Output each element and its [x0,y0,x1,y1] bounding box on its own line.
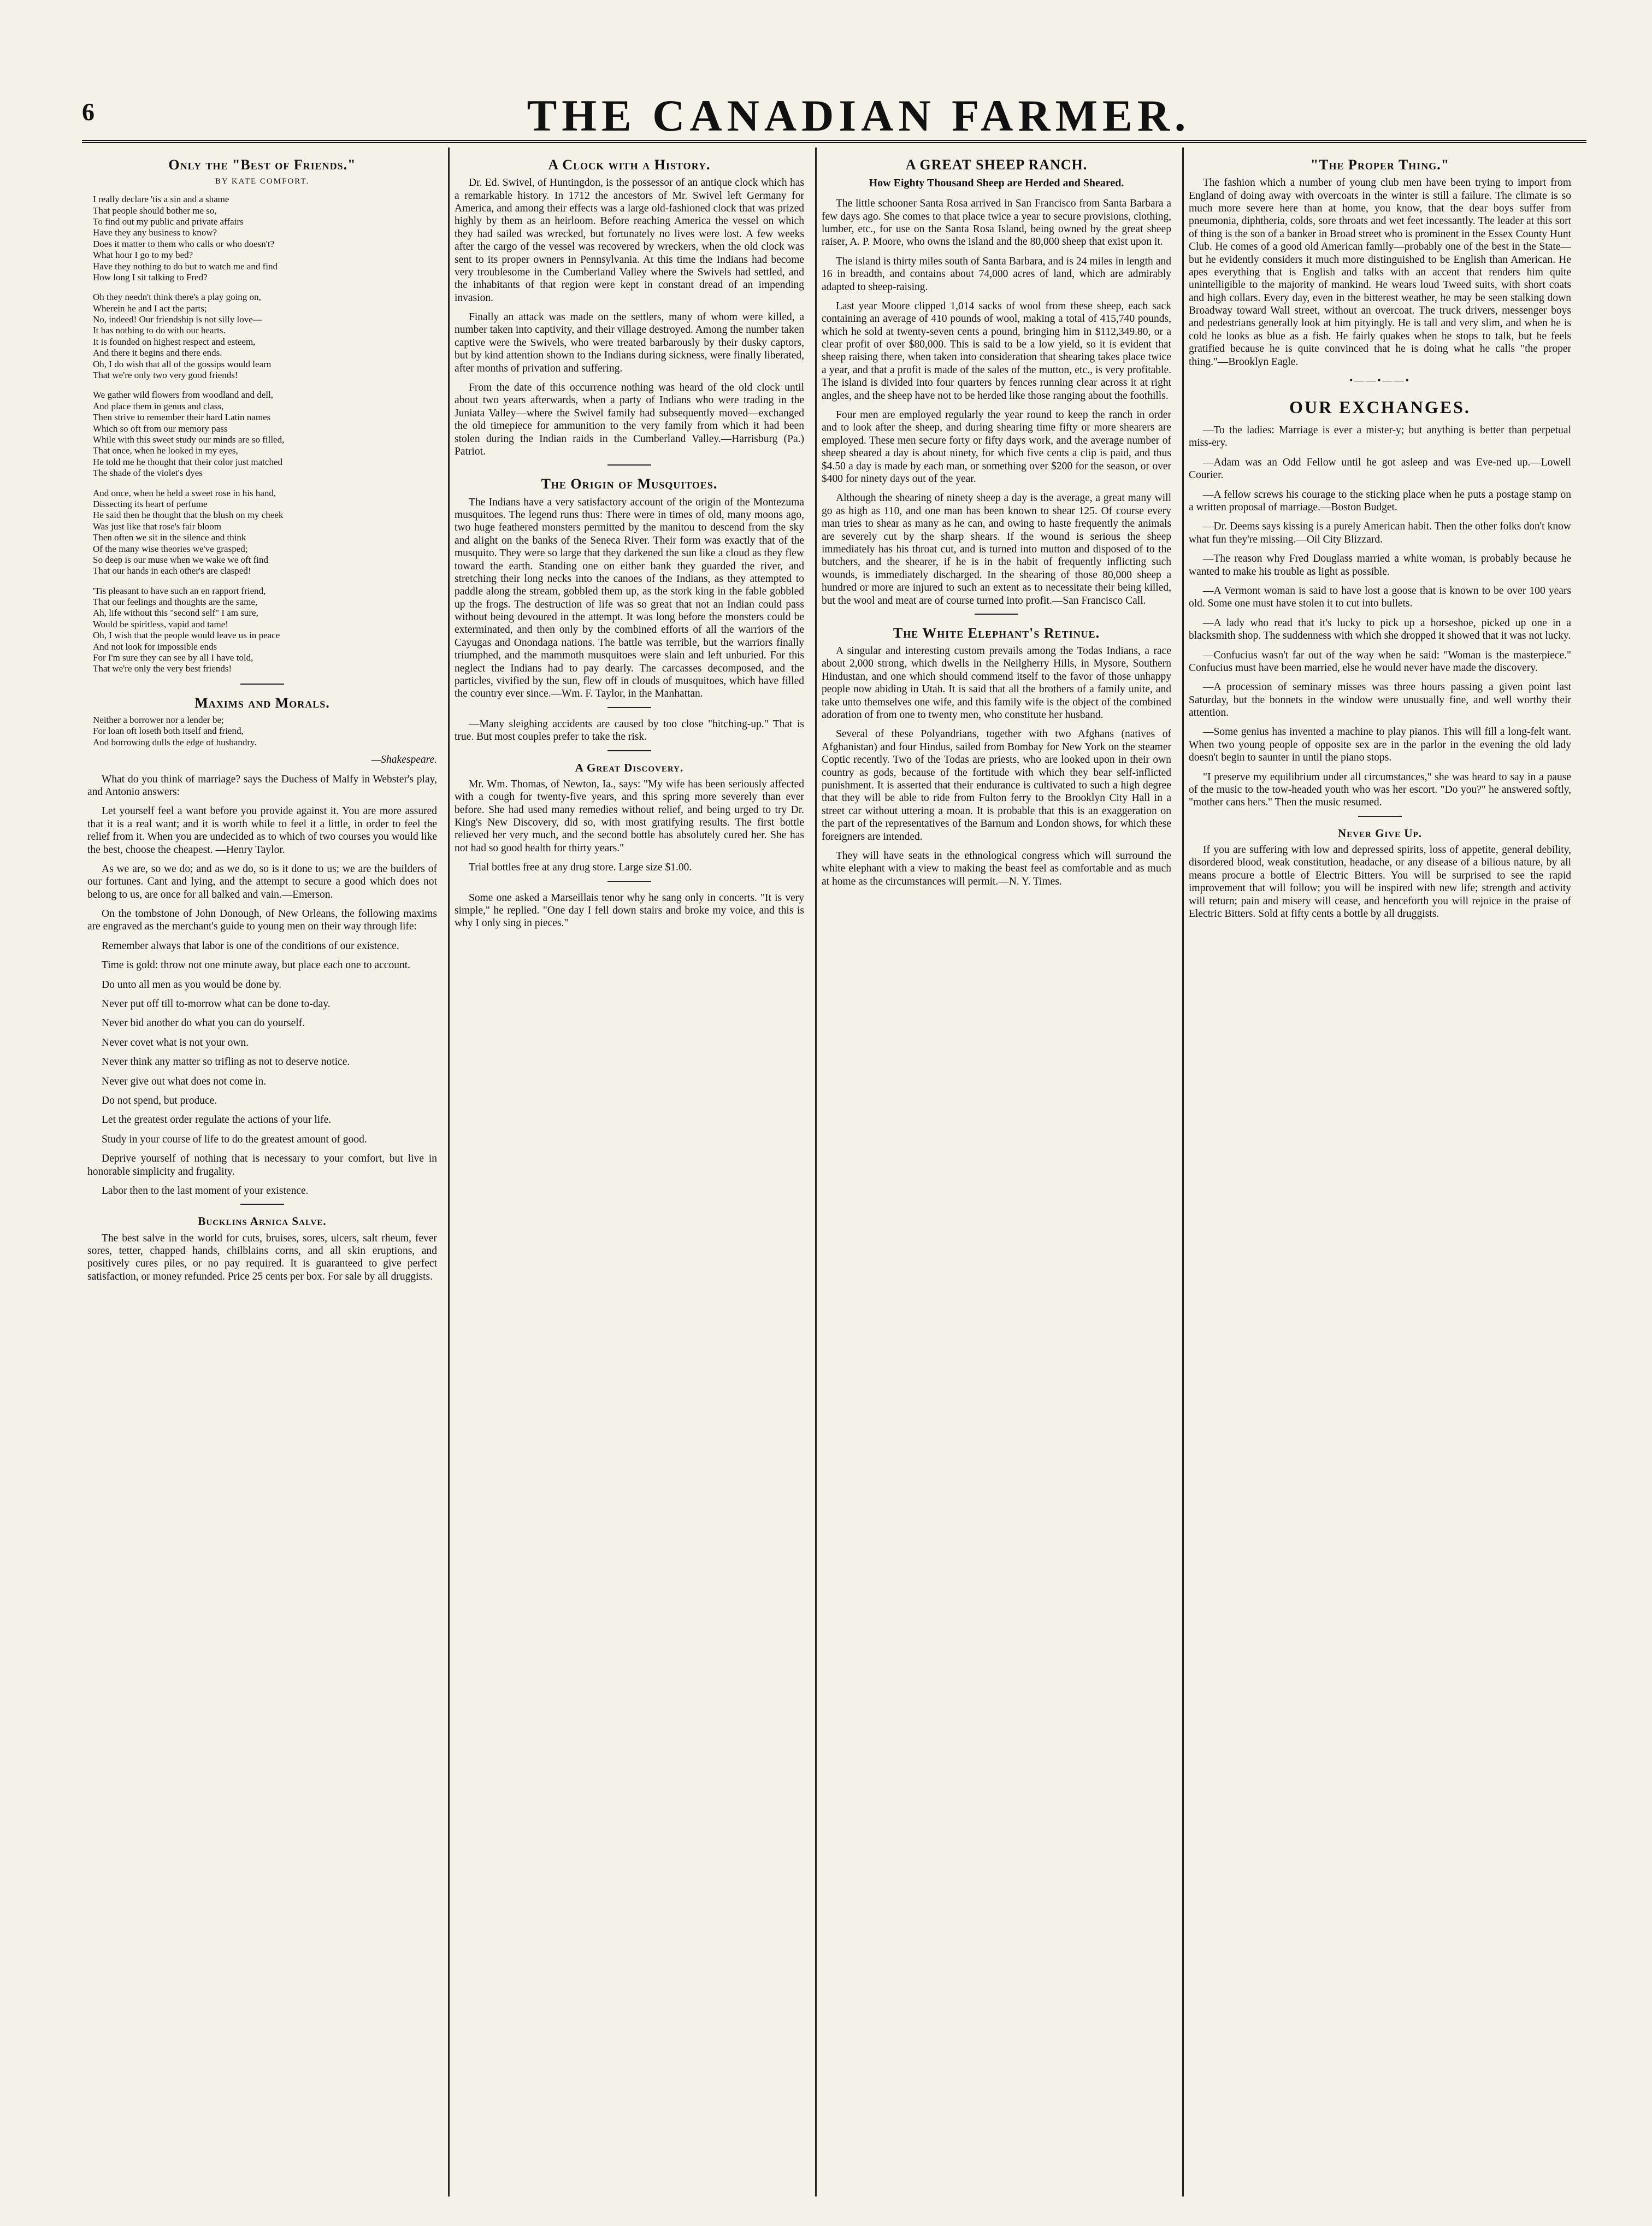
separator [240,684,284,685]
column-2 [455,153,804,2196]
maxims-paragraph: Never bid another do what you can do yourself. [102,1017,305,1029]
poem-byline: BY KATE COMFORT. [215,177,310,186]
discovery-text: Mr. Wm. Thomas, of Newton, Ia., says: "My wife has been seriously affected with a cough for twenty-five years, and this spring more severely than ever before. She had used many remedies without relief, and being urged to try Dr. King's New Discovery, did so, with most gratifying results. The first bottle relieved her very much, and the second bottle has absolutely cured her. She has not had so good health for thirty years." [455,778,804,854]
musquitoes-title: The Origin of Musquitoes. [541,476,718,492]
musquitoes-text: The Indians have a very satisfactory account of the origin of the Montezuma musquitoes. The legend runs thus: There were in times of old, many moons ago, two huge feathered monsters permitted by the manitou to descend from the sky and alight on the banks of the Seneca River. Their form was exactly that of the musquito. They were so large that they darkened the sun like a cloud as they flew toward the earth. Standing one on either bank they guarded the river, and stretching their long necks into the canoes of the Indians, as they attempted to paddle along the stream, gobbled them up, as the stork king in the fable gobbled up the frogs. The destruction of life was so great that not an Indian could pass without being devoured in the attempt. It was long before the monsters could be exterminated, and then only by the combined efforts of all the warriors of the Cayugas and Onondaga nations. The battle was terrible, but the warriors finally triumphed, and the mammoth musquitoes were slain and left unburied. For this neglect the Indians had to pay dearly. The carcasses decomposed, and the particles, vivified by the sun, flew off in clouds of musquitoes, which have filled the country ever since.—Wm. F. Taylor, in the Manhattan. [455,496,804,700]
maxims-paragraph: Never put off till to-morrow what can be done to-day. [102,998,331,1010]
maxims-paragraph: What do you think of marriage? says the Duchess of Malfy in Webster's play, and Antonio answers: [87,773,437,798]
exchange-item: —Adam was an Odd Fellow until he got asleep and was Eve-ned up.—Lowell Courier. [1189,456,1571,481]
poem-stanza: 'Tis pleasant to have such an en rapport friend, That our feelings and thoughts are the same, Ah, life without this "second self" I am sure, Would be spiritless, vapid and tame! Oh, I wish that the people would leave us in peace And not look for impossible ends For I'm sure they can see by all I have told, That we're only the very best friends! [93,585,280,674]
separator [607,881,651,882]
tenor-anecdote: Some one asked a Marseillais tenor why he sang only in concerts. "It is very simple," he replied. "One day I fell down stairs and broke my voice, and this is why I only sing in pieces." [455,892,804,929]
poem-stanza: Oh they needn't think there's a play going on, Wherein he and I act the parts; No, indeed! Our friendship is not silly love— It has nothing to do with our hearts. It is founded on highest respect and esteem, And there it begins and there ends. Oh, I do wish that all of the gossips would learn That we're only two very good friends! [93,292,272,381]
elephant-paragraph: Several of these Polyandrians, together with two Afghans (natives of Afghanistan) and four Hindus, sailed from Bombay for New York on the steamer Coptic recently. Two of the Todas are priests, who are looked upon in their own country as gods, because of the fortitude with which they bear self-inflicted punishment. It is asserted that their endurance is cultivated to such a high degree that they will be able to ride from Fulton ferry to the Brooklyn City Hall in a street car without uttering a moan. It is probable that this is an exaggeration on the part of the representatives of the Barnum and London shows, for which these foreigners are intended. [822,728,1171,843]
clock-paragraph: From the date of this occurrence nothing was heard of the old clock until about two years afterwards, when a party of Indians who were trading in the Juniata Valley—where the Swivel family had subsequently moved—exchanged the old timepiece for ammunition to the very family from which it had been stolen during the Indian raids in the Cumberland Valley.—Harrisburg (Pa.) Patriot. [455,382,804,457]
exchange-item: —A lady who read that it's lucky to pick up a horseshoe, picked up one in a blacksmith shop. The suddenness with which she dropped it showed that it was not lucky. [1189,617,1571,642]
maxims-quote: Neither a borrower nor a lender be; For loan oft loseth both itself and friend, And borrowing dulls the edge of husbandry. [93,715,257,747]
maxims-paragraph: Never covet what is not your own. [102,1037,249,1049]
elephant-title: The White Elephant's Retinue. [893,625,1100,641]
separator [1358,816,1402,817]
masthead-rule [82,140,1586,143]
sleighing-note: —Many sleighing accidents are caused by too close "hitching-up." That is true. But most couples prefer to take the risk. [455,718,804,743]
poem-stanza: I really declare 'tis a sin and a shame That people should bother me so, To find out my public and private affairs Have they any business to know? Does it matter to them who calls or who doesn't? What hour I go to my bed? Have they nothing to do but to watch me and find How long I sit talking to Fred? [93,194,278,282]
sheep-subtitle: How Eighty Thousand Sheep are Herded and Sheared. [869,177,1124,190]
sheep-title: A GREAT SHEEP RANCH. [905,157,1088,173]
poem-stanza: And once, when he held a sweet rose in his hand, Dissecting its heart of perfume He said then he thought that the blush on my cheek Was just like that rose's fair bloom Then often we sit in the silence and think Of the many wise theories we've grasped; So deep is our muse when we wake we oft find That our hands in each other's are clasped! [93,487,284,576]
clock-title: A Clock with a History. [548,157,711,173]
exchange-item: —Some genius has invented a machine to play pianos. This will fill a long-felt want. When two young people of opposite sex are in the parlor in the evening the old lady doesn't begin to saunter in until the piano stops. [1189,726,1571,764]
maxims-paragraph: Never think any matter so trifling as not to deserve notice. [102,1056,350,1068]
exchange-item: —To the ladies: Marriage is ever a mister-y; but anything is better than perpetual miss-ery. [1189,425,1571,449]
sheep-paragraph: The island is thirty miles south of Santa Barbara, and is 24 miles in length and 16 in breadth, and contains about 74,000 acres of land, which are admirably adapted to sheep-raising. [822,255,1171,293]
column-divider [815,148,817,2196]
separator [607,750,651,751]
exchange-item: —A procession of seminary misses was three hours passing a given point last Saturday, but the bonnets in the window were unusually fine, and well worthy their attention. [1189,681,1571,719]
exchange-item: —The reason why Fred Douglass married a white woman, is probably because he wanted to make his trouble as light as possible. [1189,553,1571,578]
clock-paragraph: Finally an attack was made on the settlers, many of whom were killed, a number taken into captivity, and their village destroyed. Among the number taken captive were the Swivels, who were treated barbarously by their dusky captors, but by kind attention shown to the Indians during sickness, were finally liberated, after months of privation and suffering. [455,311,804,374]
never-give-up-title: Never Give Up. [1338,826,1422,840]
maxims-paragraph: Never give out what does not come in. [102,1075,267,1087]
column-divider [448,148,450,2196]
clock-paragraph: Dr. Ed. Swivel, of Huntingdon, is the possessor of an antique clock which has a remarkable history. In 1712 the ancestors of Mr. Swivel left Germany for America, and among their effects was a large old-fashioned clock that was prized highly by them as an heirloom. Before reaching America the vessel on which they had sailed was wrecked, but fortunately no lives were lost. A few weeks after the cargo of the vessel was recovered by wreckers, when the old clock was sent to its proper owners in Pennsylvania. At this time the Indians had become very troublesome in the Cumberland Valley where the Swivels had settled, and the inhabitants of that region were kept in constant dread of an impending invasion. [455,177,804,304]
poem-title: Only the "Best of Friends." [168,157,356,173]
never-give-up-text: If you are suffering with low and depressed spirits, loss of appetite, general debility, disordered blood, weak constitution, headache, or any disease of a bilious nature, by all means procure a bottle of Electric Bitters. You will be surprised to see the rapid improvement that will follow; you will be inspired with new life; strength and activity will return; pain and misery will cease, and henceforth you will rejoice in the praise of Electric Bitters. Sold at fifty cents a bottle by all druggists. [1189,844,1571,920]
separator [975,614,1018,615]
exchange-item: "I preserve my equilibrium under all circumstances," she was heard to say in a pause of the music to the tow-headed youth who was her escort. "Do you?" he answered softly, "mother cans hers." Then the music resumed. [1189,771,1571,809]
maxims-quote-attribution: —Shakespeare. [371,754,437,766]
maxims-paragraph: Let yourself feel a want before you provide against it. You are more assured that it is a real want; and it is worth while to feel it a little, in order to feel the relief from it. When you are undecided as to which of two courses you would like the best, choose the cheapest. —Henry Taylor. [87,805,437,856]
arnica-text: The best salve in the world for cuts, bruises, sores, ulcers, salt rheum, fever sores, tetter, chapped hands, chilblains corns, and all skin eruptions, and positively cures piles, or no pay required. It is guaranteed to give perfect satisfaction, or money refunded. Price 25 cents per box. For sale by all druggists. [87,1232,437,1282]
sheep-paragraph: The little schooner Santa Rosa arrived in San Francisco from Santa Barbara a few days ago. She comes to that place twice a year to secure provisions, clothing, lumber, etc., for use on the Santa Rosa Island, being owned by the great sheep raiser, A. P. Moore, who owns the island and the 80,000 sheep that exist upon it. [822,198,1171,248]
maxims-paragraph: Let the greatest order regulate the actions of your life. [102,1114,332,1126]
exchange-item: —Confucius wasn't far out of the way when he said: "Woman is the masterpiece." Confucius must have been married, else he would never have made the discovery. [1189,649,1571,674]
separator [240,1204,284,1205]
arnica-title: Bucklins Arnica Salve. [198,1215,327,1228]
maxims-paragraph: Time is gold: throw not one minute away, but place each one to account. [102,959,411,971]
exchanges-title: OUR EXCHANGES. [1289,397,1471,417]
maxims-paragraph: Do not spend, but produce. [102,1094,217,1106]
elephant-paragraph: They will have seats in the ethnological congress which will surround the white elephant with a view to making the beast feel as comfortable and as much at home as the circumstances will permit.—N. Y. Times. [822,850,1171,887]
sheep-paragraph: Although the shearing of ninety sheep a day is the average, a great many will go as high as 110, and one man has been known to shear 125. Of course every man tries to shear as many as he can, and owing to haste frequently the animals are severely cut by the sharp shears. If the wound is serious the sheep immediately has his throat cut, and is turned into mutton and disposed of to the butchers, and the shearer, if he is in the habit of frequently inflicting such wounds, is immediately discharged. In the shearing of those 80,000 sheep a hundred or more are injured to such an extent as to necessitate their being killed, but the wool and meat are of course turned into profit.—San Francisco Call. [822,492,1171,606]
exchange-item: —A fellow screws his courage to the sticking place when he puts a postage stamp on a written proposal of marriage.—Boston Budget. [1189,488,1571,513]
separator [607,464,651,466]
column-divider [1182,148,1184,2196]
column-3 [822,153,1171,2196]
discovery-trial: Trial bottles free at any drug store. Large size $1.00. [469,862,692,874]
separator [607,707,651,708]
sheep-paragraph: Four men are employed regularly the year round to keep the ranch in order and to look after the sheep, and during shearing time fifty or more shearers are employed. These men secure forty or fifty days work, and the average number of sheep sheared a day is about ninety, for which five cents a clip is paid, and thus $4.50 a day is made by each man, or something over $200 for the season, or over $400 for ninety days out of the year. [822,409,1171,485]
maxims-paragraph: Do unto all men as you would be done by. [102,979,282,991]
masthead: THE CANADIAN FARMER. [527,91,1191,140]
maxims-paragraph: Labor then to the last moment of your existence. [102,1185,309,1197]
maxims-paragraph: Remember always that labor is one of the conditions of our existence. [102,940,399,952]
ornament: •——•——• [1349,375,1411,386]
maxims-paragraph: Study in your course of life to do the greatest amount of good. [102,1133,367,1145]
discovery-title: A Great Discovery. [575,761,684,774]
poem-stanza: We gather wild flowers from woodland and dell, And place them in genus and class, Then strive to remember their hard Latin names Which so oft from our memory pass While with this sweet study our minds are so filled, That once, when he looked in my eyes, He told me he thought that their color just matched The shade of the violet's dyes [93,390,285,479]
column-1 [87,153,437,2196]
maxims-paragraph: Deprive yourself of nothing that is necessary to your comfort, but live in honorable simplicity and frugality. [87,1153,437,1177]
page-number: 6 [82,98,95,126]
maxims-title: Maxims and Morals. [194,694,330,711]
exchange-item: —A Vermont woman is said to have lost a goose that is known to be over 100 years old. Some one must have stolen it to cut into bullets. [1189,585,1571,610]
proper-thing-title: "The Proper Thing." [1310,157,1450,173]
elephant-paragraph: A singular and interesting custom prevails among the Todas Indians, a race about 2,000 strong, which dwells in the Neilgherry Hills, in Mysore, Southern Hindustan, and one which should commend itself to the favor of those unhappy people now abiding in Utah. It is said that all the brothers of a family unite, and take unto themselves one wife, and this family wife is the object of the combined adoration of from one to twenty men, who constitute her husband. [822,645,1171,721]
column-4 [1189,153,1571,2196]
maxims-paragraph: As we are, so we do; and as we do, so is it done to us; we are the builders of our fortunes. Cant and lying, and the attempt to secure a good which does not belong to us, are once for all balked and vain.—Emerson. [87,863,437,900]
sheep-paragraph: Last year Moore clipped 1,014 sacks of wool from these sheep, each sack containing an average of 410 pounds of wool, making a total of 415,740 pounds, which he sold at twenty-seven cents a pound, bringing him in $112,349.80, or a clear profit of over $80,000. This is said to be a low yield, so it is evident that sheep raising there, when taken into consideration that shearing takes place twice a year, and that a profit is made of the sales of the mutton, etc., is very profitable. The island is divided into four quarters by fences running clear across it at right angles, and the sheep have not to be herded like those ranging about the foothills. [822,300,1171,402]
proper-thing-text: The fashion which a number of young club men have been trying to import from England of doing away with overcoats in the winter is still a failure. The climate is so much more severe here than at home, you know, that the dear boys suffer from pneumonia, diphtheria, colds, sore throats and wet feet incessantly. The leader at this sort of thing is the son of a banker in Broad street who is prominent in the Essex County Hunt Club. He comes of a good old American family—probably one of the best in the State—but he evidently considers it much more distinguished to be English than American. He apes everything that is English and talks with an accent that renders him quite unintelligible to the majority of mankind. He wears loud Tweed suits, with short coats and high collars. Every day, even in the bitterest weather, he may be seen stalking down Broadway toward Wall street, without an overcoat. The truck drivers, messenger boys and pedestrians generally look at him pityingly. He is tall and very slim, and when he is cold he looks as blue as a fish. He fairly quakes when he stops to talk, but he feels gratified because he is quite convinced that he is doing what he calls "the proper thing."—Brooklyn Eagle. [1189,177,1571,368]
maxims-paragraph: On the tombstone of John Donough, of New Orleans, the following maxims are engraved as the merchant's guide to young men on their way through life: [87,908,437,933]
exchange-item: —Dr. Deems says kissing is a purely American habit. Then the other folks don't know what fun they're missing.—Oil City Blizzard. [1189,521,1571,545]
